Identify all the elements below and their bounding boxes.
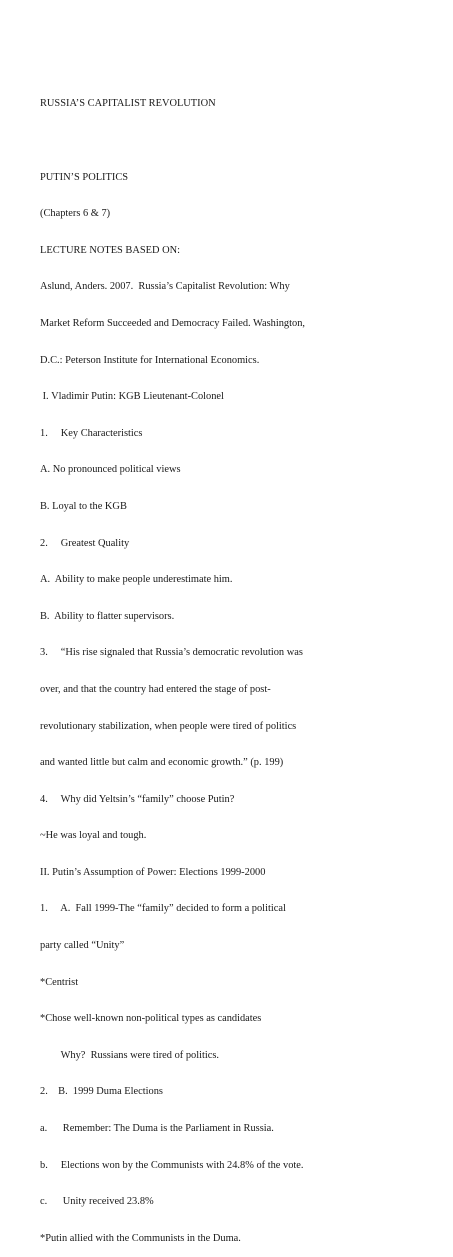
outline-item: *Putin allied with the Communists in the Duma. xyxy=(40,1232,241,1244)
outline-heading: I. Vladimir Putin: KGB Lieutenant-Colonel xyxy=(40,391,224,403)
quote-line: and wanted little but calm and economic growth.” (p. 199) xyxy=(40,757,284,769)
citation-line: D.C.: Peterson Institute for International Economics. xyxy=(40,354,260,366)
document-title: RUSSIA’S CAPITALIST REVOLUTION xyxy=(40,98,216,110)
citation-line: Aslund, Anders. 2007. Russia’s Capitalist Revolution: Why xyxy=(40,281,290,293)
outline-item: A. No pronounced political views xyxy=(40,464,181,476)
blank-line xyxy=(40,135,450,147)
outline-item: *Centrist xyxy=(40,976,79,988)
outline-item: 2. Greatest Quality xyxy=(40,537,130,549)
outline-item: 2. B. 1999 Duma Elections xyxy=(40,1086,163,1098)
outline-item: b. Elections won by the Communists with 24.8% of the vote. xyxy=(40,1159,304,1171)
outline-item: Why? Russians were tired of politics. xyxy=(40,1049,220,1061)
outline-item: B. Loyal to the KGB xyxy=(40,500,127,512)
quote-line: 3. “His rise signaled that Russia’s democratic revolution was xyxy=(40,647,303,659)
outline-item: 1. Key Characteristics xyxy=(40,427,143,439)
outline-item: 1. A. Fall 1999-The “family” decided to form a political xyxy=(40,903,286,915)
citation-line: Market Reform Succeeded and Democracy Failed. Washington, xyxy=(40,317,306,329)
outline-item: 4. Why did Yeltsin’s “family” choose Putin? xyxy=(40,793,235,805)
quote-line: revolutionary stabilization, when people were tired of politics xyxy=(40,720,297,732)
document-page xyxy=(40,74,450,1257)
outline-item: party called “Unity” xyxy=(40,940,125,952)
chapters-note: (Chapters 6 & 7) xyxy=(40,208,111,220)
section-heading: PUTIN’S POLITICS xyxy=(40,171,129,183)
outline-item: c. Unity received 23.8% xyxy=(40,1196,154,1208)
outline-item: a. Remember: The Duma is the Parliament in Russia. xyxy=(40,1123,274,1135)
outline-item: B. Ability to flatter supervisors. xyxy=(40,610,175,622)
outline-item: *Chose well-known non-political types as candidates xyxy=(40,1013,262,1025)
quote-line: over, and that the country had entered the stage of post- xyxy=(40,683,271,695)
outline-item: A. Ability to make people underestimate him. xyxy=(40,574,233,586)
outline-heading: II. Putin’s Assumption of Power: Elections 1999-2000 xyxy=(40,866,266,878)
outline-item: ~He was loyal and tough. xyxy=(40,830,147,842)
lecture-notes-label: LECTURE NOTES BASED ON: xyxy=(40,244,180,256)
